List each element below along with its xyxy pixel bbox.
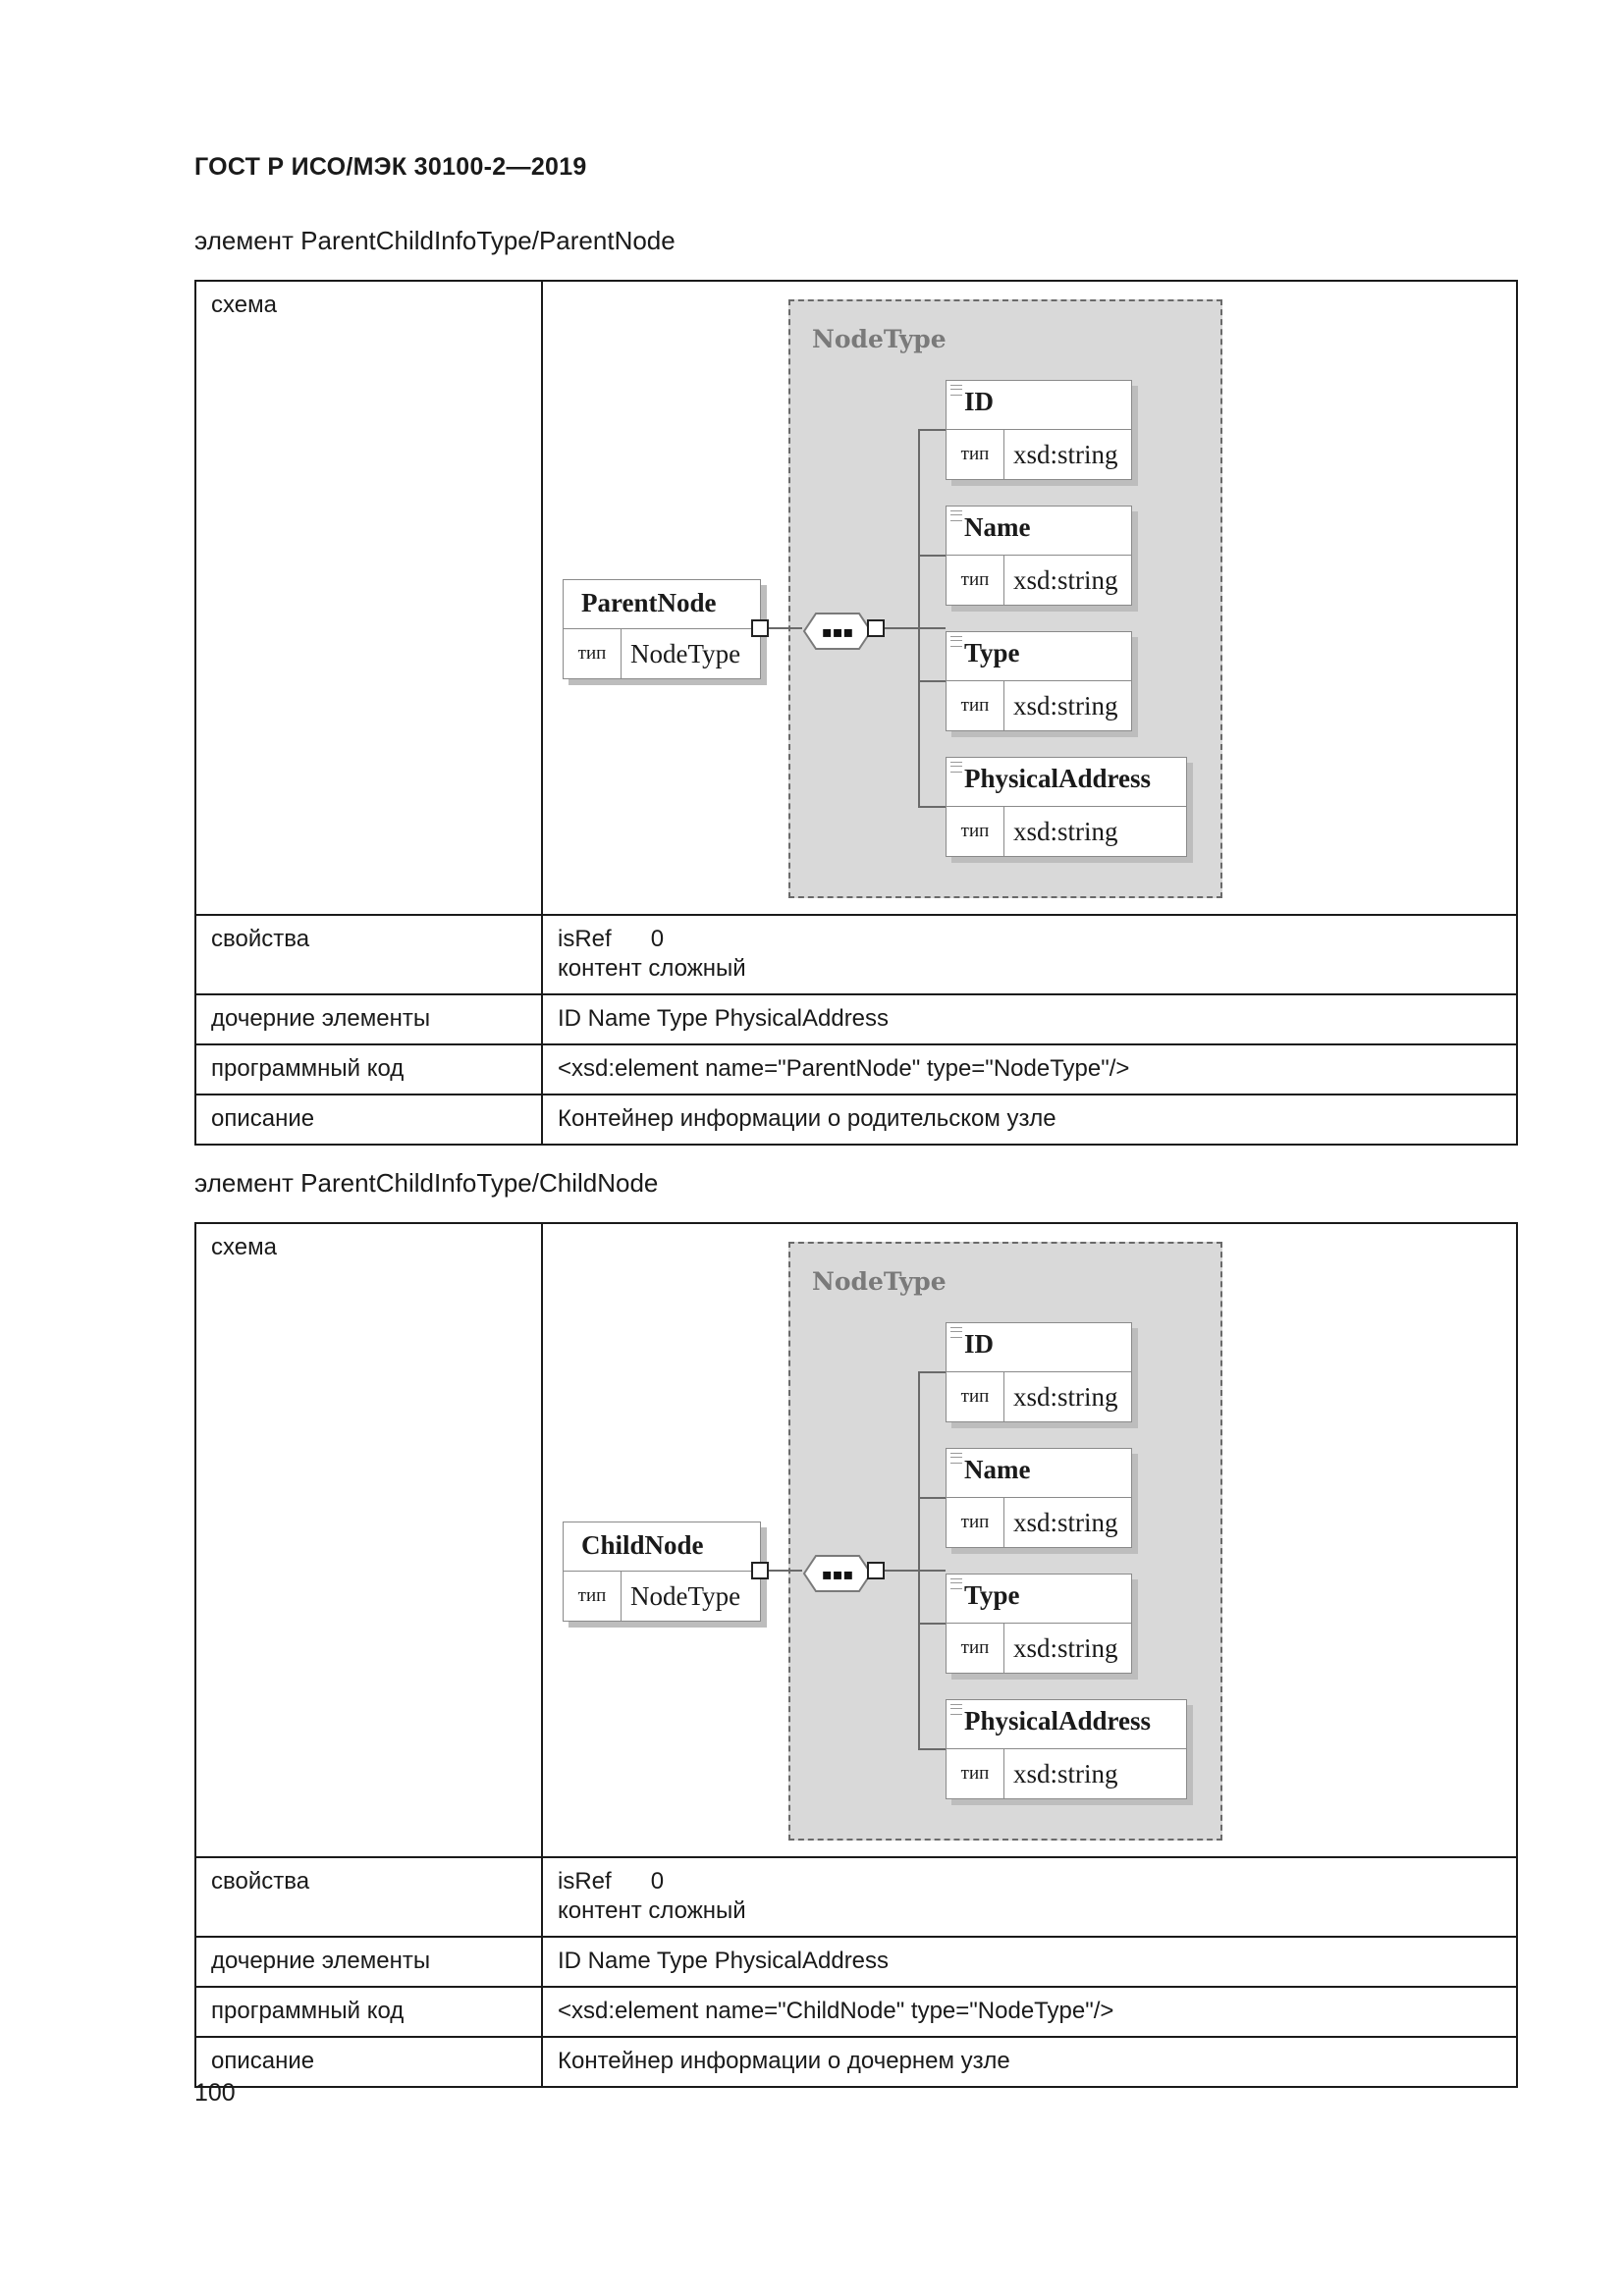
properties-label: свойства [195,915,542,994]
sequence-symbol: ▪▪▪ [821,622,854,641]
sequence-connector-icon[interactable] [867,619,885,637]
child-branch-line [918,429,946,431]
type-key: тип [564,629,622,678]
sequence-connector-icon[interactable] [867,1562,885,1579]
section-title-parent-node: элемент ParentChildInfoType/ParentNode [194,226,676,255]
type-value: xsd:string [1013,565,1118,595]
schema-diagram-cell [542,1223,1517,1857]
child-element-id[interactable] [946,380,1132,480]
child-element-name: Name [964,512,1031,542]
schema-diagram [543,1224,1515,1852]
element-type-row [564,1571,760,1621]
children-row [195,1937,1517,1987]
content-line: контент сложный [558,1897,746,1924]
type-key: тип [947,681,1004,730]
description-value: Контейнер информации о дочернем узле [542,2037,1517,2087]
child-node-element-box[interactable] [563,1522,761,1622]
child-element-name: ID [964,1329,995,1359]
description-label: описание [195,2037,542,2087]
isref-value: 0 [650,1868,665,1895]
child-type-row [947,1497,1131,1547]
children-row [195,994,1517,1044]
code-label: программный код [195,1044,542,1095]
child-type-row [947,429,1131,479]
type-value: xsd:string [1013,817,1118,846]
child-branch-line [918,680,946,682]
page-header: ГОСТ Р ИСО/МЭК 30100-2—2019 [194,153,587,181]
isref-line [558,1867,1502,1896]
children-value: ID Name Type PhysicalAddress [542,1937,1517,1987]
child-type-row [947,806,1186,856]
child-branch-line [918,1748,946,1750]
properties-row [195,1857,1517,1937]
nodetype-title: NodeType [812,1267,947,1296]
child-branch-line [918,1497,946,1499]
type-key: тип [947,430,1004,479]
children-label: дочерние элементы [195,1937,542,1987]
description-row [195,1095,1517,1145]
type-key: тип [947,1372,1004,1421]
child-type-row [947,1371,1131,1421]
properties-label: свойства [195,1857,542,1937]
section-title-child-node: элемент ParentChildInfoType/ChildNode [194,1168,659,1198]
code-label: программный код [195,1987,542,2037]
sequence-symbol: ▪▪▪ [821,1565,854,1583]
description-value: Контейнер информации о родительском узле [542,1095,1517,1145]
parent-node-table [194,280,1518,1146]
properties-value [542,915,1517,994]
properties-value [542,1857,1517,1937]
element-name: ChildNode [581,1530,704,1560]
type-value: xsd:string [1013,1633,1118,1663]
child-branch-line [918,806,946,808]
child-element-physical-address[interactable] [946,757,1187,857]
schema-row [195,281,1517,915]
description-label: описание [195,1095,542,1145]
type-value: xsd:string [1013,1759,1118,1789]
children-value: ID Name Type PhysicalAddress [542,994,1517,1044]
parent-element-box[interactable] [563,579,761,679]
child-type-row [947,680,1131,730]
child-type-row [947,1623,1131,1673]
parent-element-type-row [564,628,760,678]
schema-diagram [543,282,1515,910]
expand-connector-icon[interactable] [751,1562,769,1579]
code-value: <xsd:element name="ChildNode" type="NodeType"/> [542,1987,1517,2037]
documentation-icon [950,1578,962,1589]
child-element-name: Type [964,1580,1020,1610]
type-value: xsd:string [1013,440,1118,469]
schema-row [195,1223,1517,1857]
type-value: NodeType [630,639,741,668]
child-branch-line [918,555,946,557]
documentation-icon [950,762,962,773]
type-key: тип [947,1624,1004,1673]
code-row [195,1044,1517,1095]
child-branch-line [918,1371,946,1373]
code-value: <xsd:element name="ParentNode" type="NodeType"/> [542,1044,1517,1095]
children-trunk-line [918,429,920,806]
child-element-id[interactable] [946,1322,1132,1422]
type-value: xsd:string [1013,1382,1118,1412]
child-element-name: Name [964,1455,1031,1484]
schema-label: схема [195,1223,542,1857]
child-element-name: PhysicalAddress [964,764,1152,793]
content-line: контент сложный [558,955,746,982]
isref-key: isRef [558,926,612,952]
documentation-icon [950,1327,962,1338]
parent-element-name: ParentNode [581,588,717,617]
type-value: NodeType [630,1581,741,1611]
child-element-name: ID [964,387,995,416]
description-row [195,2037,1517,2087]
documentation-icon [950,1453,962,1464]
properties-row [195,915,1517,994]
sequence-compositor-icon[interactable] [802,612,873,651]
children-label: дочерние элементы [195,994,542,1044]
schema-diagram-cell [542,281,1517,915]
children-trunk-line [918,1371,920,1748]
child-element-name-box[interactable] [946,1448,1132,1548]
child-element-name-box[interactable] [946,506,1132,606]
child-element-name: Type [964,638,1020,667]
type-key: тип [564,1572,622,1621]
type-key: тип [947,1498,1004,1547]
type-value: xsd:string [1013,691,1118,721]
type-key: тип [947,807,1004,856]
documentation-icon [950,636,962,647]
type-value: xsd:string [1013,1508,1118,1537]
page-number: 100 [194,2079,236,2107]
child-element-type[interactable] [946,1574,1132,1674]
schema-label: схема [195,281,542,915]
code-row [195,1987,1517,2037]
child-element-physical-address[interactable] [946,1699,1187,1799]
documentation-icon [950,510,962,521]
child-element-type[interactable] [946,631,1132,731]
isref-line [558,925,1502,954]
expand-connector-icon[interactable] [751,619,769,637]
child-type-row [947,555,1131,605]
child-node-table [194,1222,1518,2088]
sequence-compositor-icon[interactable] [802,1554,873,1593]
documentation-icon [950,385,962,396]
type-key: тип [947,556,1004,605]
child-element-name: PhysicalAddress [964,1706,1152,1735]
isref-value: 0 [650,926,665,952]
nodetype-title: NodeType [812,325,947,353]
child-type-row [947,1748,1186,1798]
isref-key: isRef [558,1868,612,1895]
child-branch-line [918,1623,946,1625]
type-key: тип [947,1749,1004,1798]
documentation-icon [950,1704,962,1715]
